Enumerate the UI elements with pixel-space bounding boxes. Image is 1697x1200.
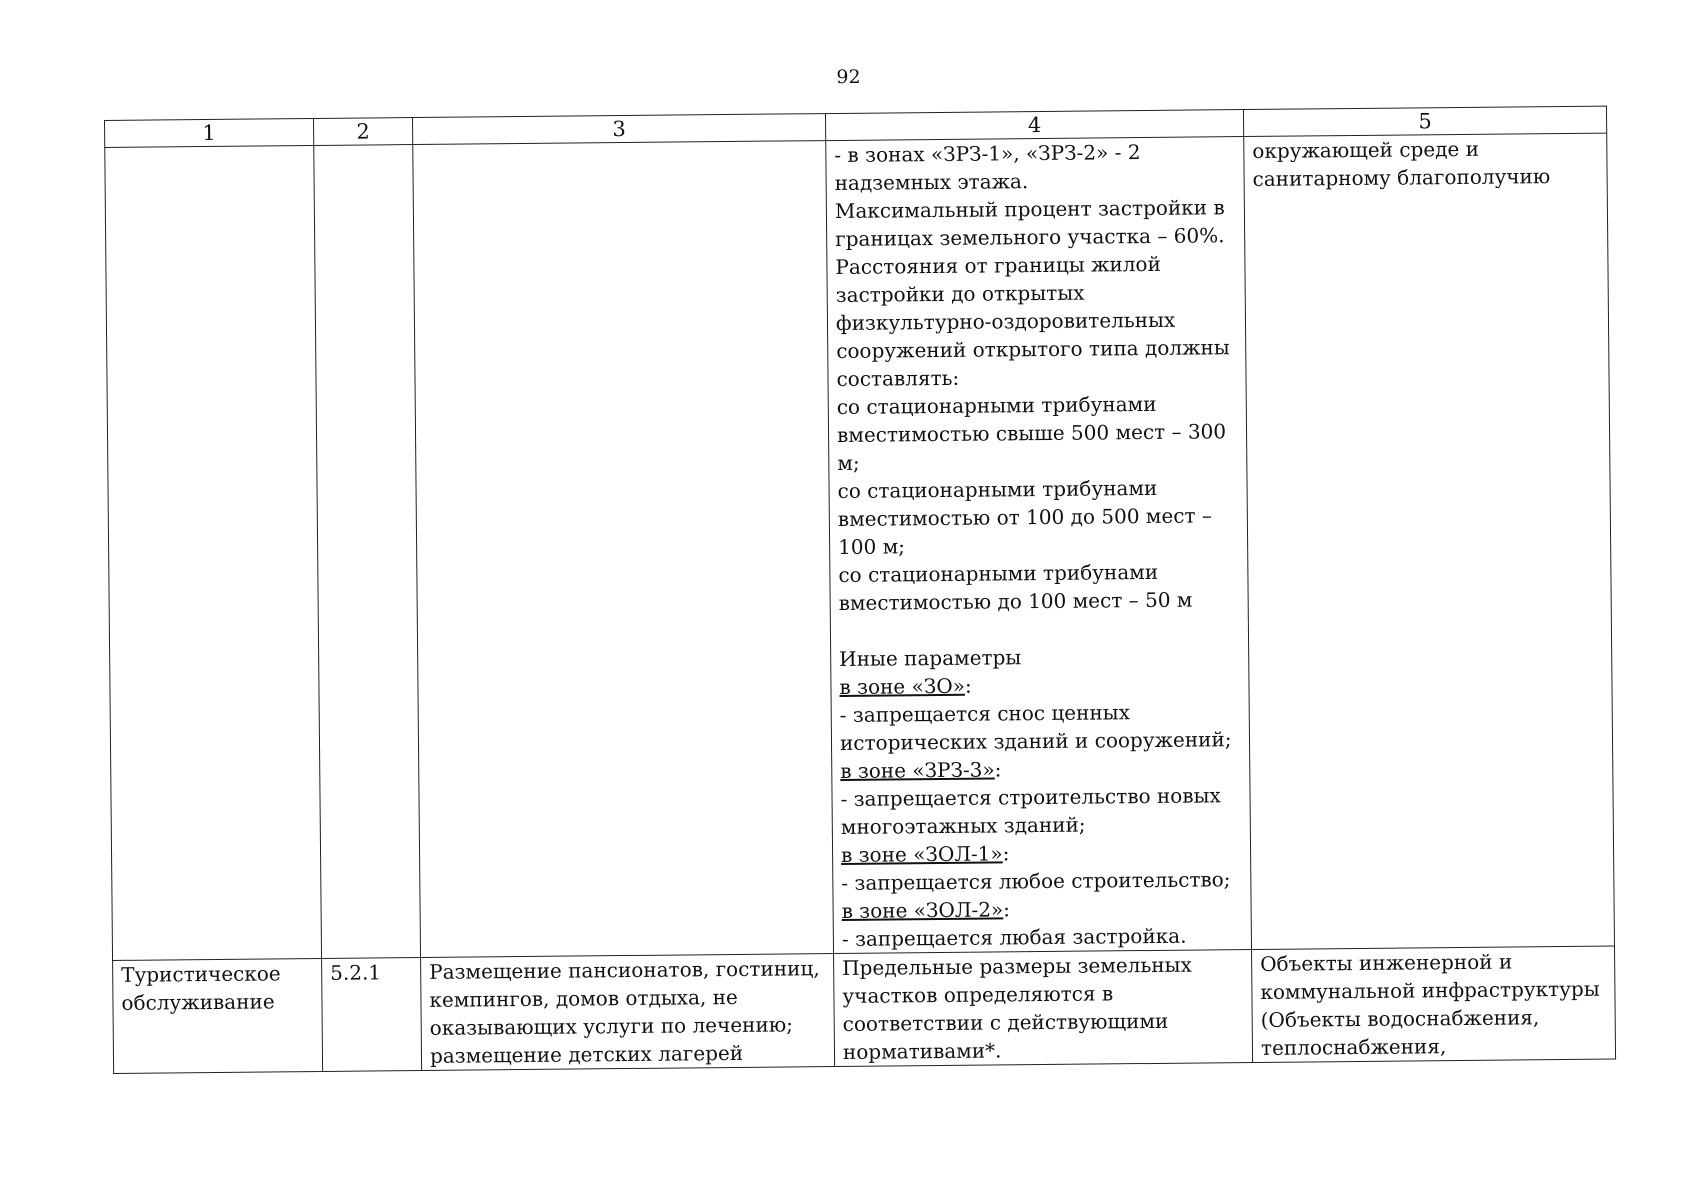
text-line: границах земельного участка – 60%.	[835, 223, 1225, 251]
text-line: 100 м;	[838, 534, 906, 559]
cell-parameters	[834, 950, 1253, 1067]
cell-code: 5.2.1	[322, 957, 422, 1071]
text-line: окружающей среде и	[1252, 136, 1480, 163]
header-col-2: 2	[313, 118, 412, 146]
text-line: - запрещается строительство новых	[840, 783, 1221, 811]
text-line: оказывающих услуги по лечению;	[429, 1012, 794, 1040]
text-line: вместимостью до 100 мест – 50 м	[838, 587, 1193, 615]
text-line: коммунальной инфраструктуры	[1260, 976, 1600, 1004]
page-number: 92	[836, 66, 861, 88]
text-line: составлять:	[836, 365, 960, 391]
text-line: физкультурно-оздоровительных	[835, 307, 1176, 335]
text-line: Расстояния от границы жилой	[835, 251, 1161, 279]
text-line: в зоне «ЗОЛ-1»:	[840, 841, 1010, 867]
text-line: размещение детских лагерей	[429, 1040, 744, 1068]
text-line: многоэтажных зданий;	[840, 812, 1086, 839]
text-line: (Объекты водоснабжения,	[1260, 1005, 1540, 1032]
text-line: участков определяются в	[842, 981, 1114, 1008]
text-line	[839, 613, 1240, 645]
text-line: в зоне «ЗО»:	[839, 673, 972, 699]
text-line: застройки до открытых	[835, 280, 1085, 307]
underlined-zone-label: в зоне «ЗОЛ-1»	[840, 841, 1003, 867]
text-line: соответствии с действующими	[842, 1008, 1169, 1036]
cell-description	[413, 141, 834, 958]
table-row	[105, 133, 1615, 960]
table-row	[113, 946, 1616, 1073]
underlined-zone-label: в зоне «ЗРЗ-3»	[840, 757, 995, 783]
text-line: со стационарными трибунами	[836, 391, 1157, 419]
text-line: м;	[837, 450, 860, 475]
cell-use-type	[113, 958, 323, 1073]
text-line: теплоснабжения,	[1260, 1034, 1447, 1060]
text-line: Иные параметры	[839, 645, 1022, 671]
text-line: сооружений открытого типа должны	[836, 335, 1230, 363]
text-line: Объекты инженерной и	[1260, 949, 1513, 976]
text-line: - в зонах «ЗРЗ-1», «ЗРЗ-2» - 2	[834, 140, 1141, 167]
text-line: со стационарными трибунами	[837, 475, 1158, 503]
text-line: Размещение пансионатов, гостиниц,	[429, 956, 820, 984]
cell-restrictions	[1244, 133, 1615, 949]
text-line: со стационарными трибунами	[838, 559, 1159, 587]
cell-description	[421, 954, 835, 1071]
underlined-zone-label: в зоне «ЗОЛ-2»	[841, 897, 1004, 923]
regulations-table	[104, 106, 1616, 1074]
text-line: надземных этажа.	[834, 169, 1029, 195]
text-line: обслуживание	[121, 989, 275, 1015]
header-col-4: 4	[825, 110, 1243, 141]
cell-restrictions	[1252, 946, 1616, 1062]
text-line: вместимостью свыше 500 мест – 300	[836, 419, 1227, 447]
text-line: - запрещается снос ценных	[839, 700, 1131, 727]
header-col-5: 5	[1243, 106, 1606, 136]
underlined-zone-label: в зоне «ЗО»	[839, 673, 966, 699]
text-line: - запрещается любая застройка.	[841, 923, 1187, 951]
text-line: - запрещается любое строительство;	[841, 867, 1231, 895]
text-line: в зоне «ЗРЗ-3»:	[840, 757, 1002, 783]
text-line: Туристическое	[121, 961, 281, 987]
cell-parameters	[826, 137, 1252, 954]
text-line: вместимостью от 100 до 500 мест –	[837, 503, 1212, 531]
cell-code	[314, 145, 421, 959]
text-line: Предельные размеры земельных	[842, 952, 1192, 980]
text-line: Максимальный процент застройки в	[834, 195, 1225, 223]
cell-use-type	[105, 145, 322, 960]
header-col-3: 3	[412, 114, 825, 145]
text-line: исторических зданий и сооружений;	[839, 727, 1232, 755]
text-line: нормативами*.	[842, 1038, 1002, 1064]
text-line: санитарному благополучию	[1252, 164, 1551, 191]
text-line: кемпингов, домов отдыха, не	[429, 984, 738, 1012]
text-line: в зоне «ЗОЛ-2»:	[841, 897, 1011, 923]
header-col-1: 1	[105, 118, 314, 147]
